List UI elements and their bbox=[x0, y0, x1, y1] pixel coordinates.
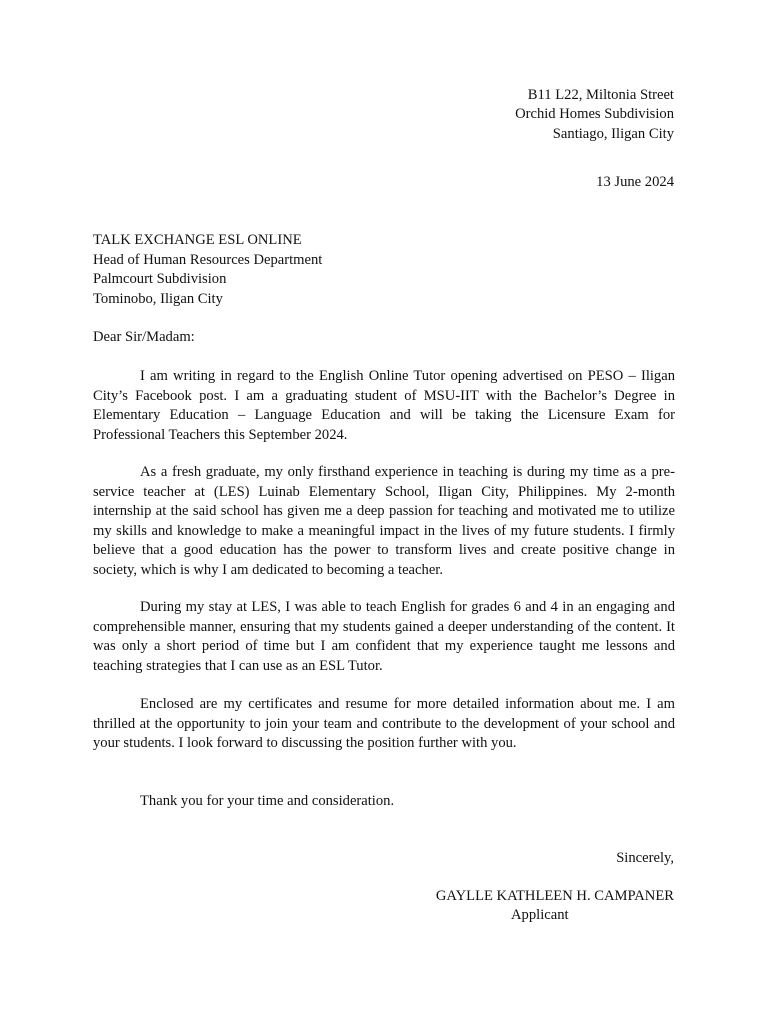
body-paragraph-4: Enclosed are my certificates and resume for more detailed information about me. I am thrilled at the opportunity to join your team and contribute to the development of your school and your students. I look forward to discussing the position further with you. bbox=[93, 696, 675, 751]
sender-address-line3: Santiago, Iligan City bbox=[552, 126, 674, 142]
body-paragraph-2: As a fresh graduate, my only firsthand experience in teaching is during my time as a pre-service teacher at (LES) Luinab Elementary School, Iligan City, Philippines. My 2-month internship at the said school has given me a deep passion for teaching and motivated me to utilize my skills and knowledge to make a meaningful impact in the lives of my future students. I firmly believe that a good education has the power to transform lives and create positive change in society, which is why I am dedicated to becoming a teacher. bbox=[93, 464, 675, 578]
recipient-department: Head of Human Resources Department bbox=[93, 252, 323, 268]
thanks-line: Thank you for your time and consideration. bbox=[140, 793, 395, 809]
body-paragraph-3: During my stay at LES, I was able to teach English for grades 6 and 4 in an engaging and comprehensible manner, ensuring that my students gained a deeper understanding of the content. It was only a short period of time but I am confident that my experience taught me lessons and teaching strategies that I can use as an ESL Tutor. bbox=[93, 599, 675, 674]
letter-date: 13 June 2024 bbox=[596, 174, 674, 190]
valediction: Sincerely, bbox=[616, 850, 674, 866]
recipient-address-line2: Tominobo, Iligan City bbox=[93, 291, 223, 307]
recipient-address-line1: Palmcourt Subdivision bbox=[93, 271, 227, 287]
signatory-title: Applicant bbox=[511, 907, 569, 923]
sender-address-line1: B11 L22, Miltonia Street bbox=[527, 87, 674, 103]
recipient-company: TALK EXCHANGE ESL ONLINE bbox=[93, 232, 302, 248]
body-paragraph-1: I am writing in regard to the English Online Tutor opening advertised on PESO – Iligan City’s Facebook post. I am a graduating student of MSU-IIT with the Bachelor’s Degree in Elementary Education – Language Education and will be taking the Licensure Exam for Professional Teachers this September 2024. bbox=[93, 368, 675, 443]
signatory-name: GAYLLE KATHLEEN H. CAMPANER bbox=[435, 888, 674, 904]
salutation: Dear Sir/Madam: bbox=[93, 329, 195, 345]
sender-address-line2: Orchid Homes Subdivision bbox=[515, 106, 674, 122]
